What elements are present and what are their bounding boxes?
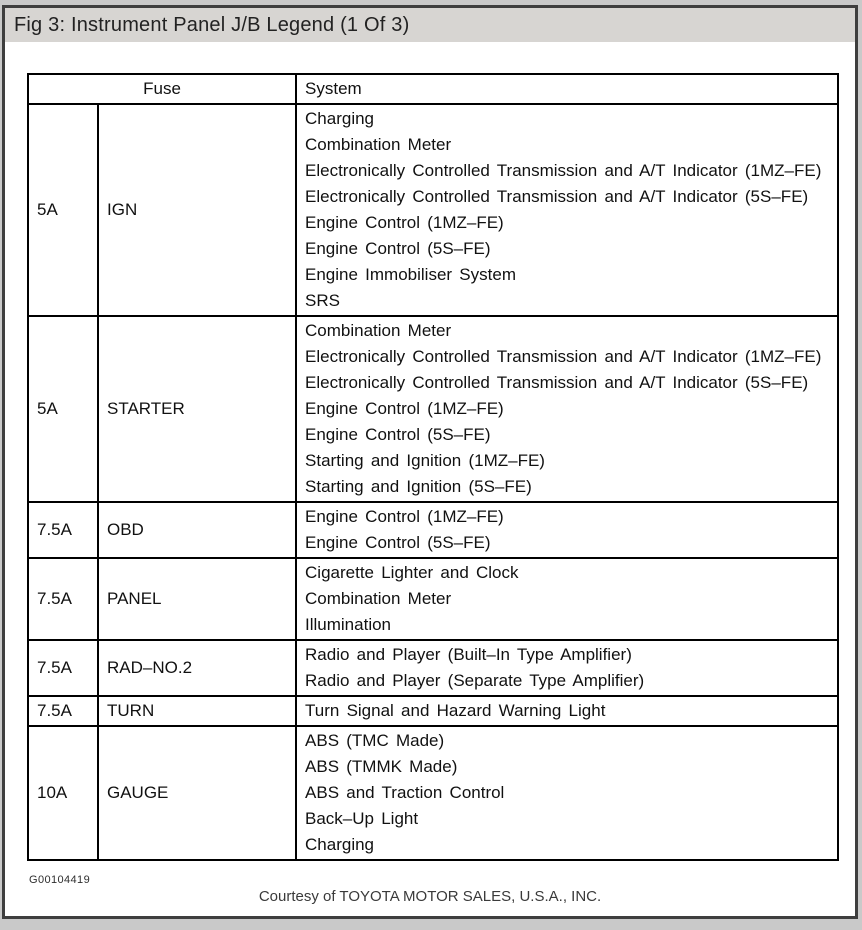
fuse-name-cell: STARTER: [98, 316, 296, 502]
system-item: Electronically Controlled Transmission and A/T Indicator (5S–FE): [305, 373, 809, 392]
fuse-amperage-cell: 7.5A: [28, 696, 98, 726]
fuse-amperage-cell: 7.5A: [28, 640, 98, 696]
fuse-name-cell: PANEL: [98, 558, 296, 640]
fuse-name-cell: IGN: [98, 104, 296, 316]
table-row: [28, 316, 838, 502]
fuse-amperage-cell: 5A: [28, 316, 98, 502]
system-item: Combination Meter: [305, 135, 452, 154]
system-cell: [296, 558, 838, 640]
table-row: [28, 726, 838, 860]
fuse-name-cell: OBD: [98, 502, 296, 558]
system-item: Combination Meter: [305, 589, 452, 608]
document-page: [2, 5, 858, 919]
table-row: [28, 640, 838, 696]
system-item: Combination Meter: [305, 321, 452, 340]
table-row: [28, 696, 838, 726]
system-item: Radio and Player (Built–In Type Amplifier): [305, 645, 632, 664]
system-item: Engine Control (5S–FE): [305, 425, 491, 444]
system-item: Engine Immobiliser System: [305, 265, 516, 284]
system-item: Electronically Controlled Transmission and A/T Indicator (5S–FE): [305, 187, 809, 206]
table-header-row: [28, 74, 838, 104]
figure-title-bar: [5, 8, 855, 42]
system-item: Charging: [305, 835, 375, 854]
system-item: ABS (TMMK Made): [305, 757, 458, 776]
system-item: Engine Control (5S–FE): [305, 533, 491, 552]
system-item: Back–Up Light: [305, 809, 419, 828]
system-item: Illumination: [305, 615, 392, 634]
figure-title: Fig 3: Instrument Panel J/B Legend (1 Of 3): [14, 13, 410, 36]
column-header-fuse: Fuse: [28, 74, 296, 104]
system-item: Engine Control (1MZ–FE): [305, 213, 504, 232]
fuse-amperage-cell: 10A: [28, 726, 98, 860]
fuse-amperage-cell: 7.5A: [28, 502, 98, 558]
system-item: SRS: [305, 291, 340, 310]
figure-content: [5, 42, 855, 886]
table-row: [28, 558, 838, 640]
figure-id: G00104419: [29, 874, 91, 886]
system-item: Engine Control (1MZ–FE): [305, 399, 504, 418]
fuse-name-cell: TURN: [98, 696, 296, 726]
table-row: [28, 104, 838, 316]
system-item: Turn Signal and Hazard Warning Light: [305, 701, 606, 720]
system-item: Radio and Player (Separate Type Amplifier): [305, 671, 645, 690]
fuse-amperage-cell: 5A: [28, 104, 98, 316]
system-cell: [296, 726, 838, 860]
system-item: Engine Control (5S–FE): [305, 239, 491, 258]
fuse-name-cell: GAUGE: [98, 726, 296, 860]
system-item: Electronically Controlled Transmission and A/T Indicator (1MZ–FE): [305, 161, 822, 180]
column-header-system: System: [296, 74, 838, 104]
system-item: Electronically Controlled Transmission and A/T Indicator (1MZ–FE): [305, 347, 822, 366]
system-cell: [296, 640, 838, 696]
system-item: Charging: [305, 109, 375, 128]
system-cell: [296, 316, 838, 502]
system-cell: [296, 104, 838, 316]
fuse-amperage-cell: 7.5A: [28, 558, 98, 640]
fuse-name-cell: RAD–NO.2: [98, 640, 296, 696]
system-item: Starting and Ignition (1MZ–FE): [305, 451, 545, 470]
table-row: [28, 502, 838, 558]
system-item: Engine Control (1MZ–FE): [305, 507, 504, 526]
system-cell: [296, 696, 838, 726]
system-item: ABS and Traction Control: [305, 783, 505, 802]
fuse-legend-table: [27, 73, 839, 861]
system-item: Cigarette Lighter and Clock: [305, 563, 519, 582]
courtesy-line: Courtesy of TOYOTA MOTOR SALES, U.S.A., INC.: [258, 888, 602, 905]
system-item: ABS (TMC Made): [305, 731, 445, 750]
system-item: Starting and Ignition (5S–FE): [305, 477, 532, 496]
system-cell: [296, 502, 838, 558]
